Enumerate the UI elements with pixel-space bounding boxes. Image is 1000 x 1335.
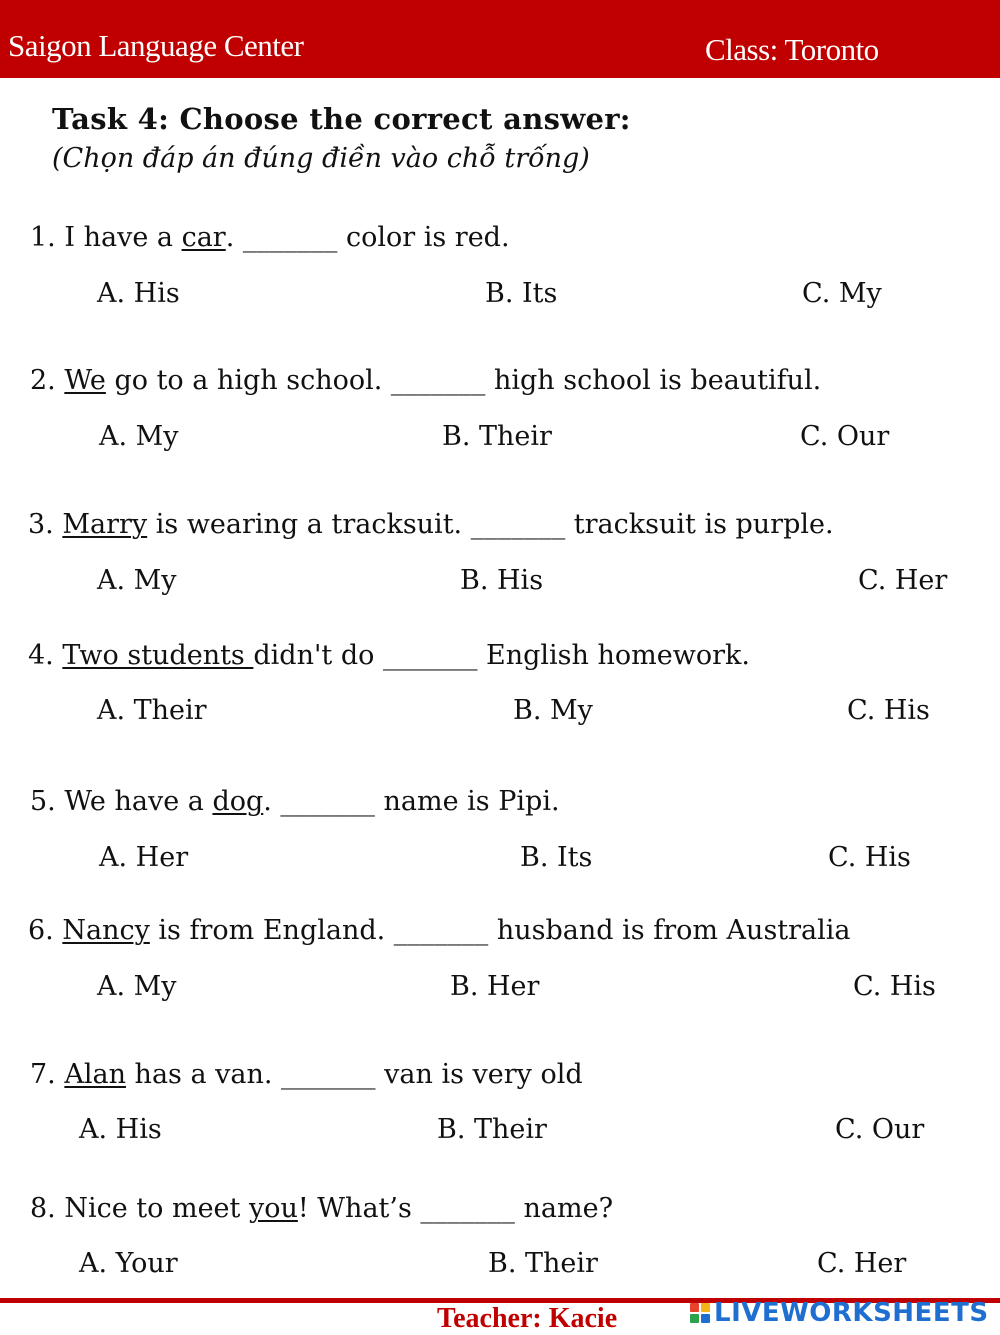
question-8: 8. Nice to meet you! What’s _______ name? bbox=[30, 1193, 614, 1224]
teacher-name: Teacher: Kacie bbox=[437, 1303, 618, 1334]
option-3a[interactable]: A. My bbox=[97, 565, 177, 596]
option-4a[interactable]: A. Their bbox=[97, 695, 207, 726]
question-6: 6. Nancy is from England. _______ husband is from Australia bbox=[28, 915, 851, 946]
task-subtitle: (Chọn đáp án đúng điền vào chỗ trống) bbox=[52, 143, 590, 174]
option-3b[interactable]: B. His bbox=[460, 565, 544, 596]
question-2: 2. We go to a high school. _______ high school is beautiful. bbox=[30, 365, 822, 396]
question-7-keyword: Alan bbox=[64, 1059, 126, 1090]
question-4-keyword: Two students bbox=[62, 640, 254, 671]
header-bar bbox=[0, 0, 1000, 78]
option-4c[interactable]: C. His bbox=[847, 695, 930, 726]
task-title: Task 4: Choose the correct answer: bbox=[52, 102, 631, 136]
option-3c[interactable]: C. Her bbox=[858, 565, 948, 596]
class-label: Class: Toronto bbox=[705, 32, 879, 67]
option-2c[interactable]: C. Our bbox=[800, 421, 890, 452]
option-8c[interactable]: C. Her bbox=[817, 1248, 907, 1279]
liveworksheets-brand: LIVEWORKSHEETS bbox=[714, 1298, 989, 1328]
option-5a[interactable]: A. Her bbox=[99, 842, 189, 873]
question-6-keyword: Nancy bbox=[62, 915, 150, 946]
question-8-keyword: you bbox=[248, 1193, 298, 1224]
option-1a[interactable]: A. His bbox=[97, 278, 180, 309]
question-5: 5. We have a dog. _______ name is Pipi. bbox=[30, 786, 560, 817]
option-7c[interactable]: C. Our bbox=[835, 1114, 925, 1145]
question-3: 3. Marry is wearing a tracksuit. _______ tracksuit is purple. bbox=[28, 509, 834, 540]
school-name: Saigon Language Center bbox=[8, 28, 304, 63]
liveworksheets-icon bbox=[690, 1303, 710, 1323]
question-4: 4. Two students didn't do _______ English homework. bbox=[28, 640, 750, 671]
question-2-keyword: We bbox=[64, 365, 106, 396]
liveworksheets-logo[interactable] bbox=[690, 1298, 989, 1328]
option-5b[interactable]: B. Its bbox=[520, 842, 593, 873]
option-4b[interactable]: B. My bbox=[513, 695, 593, 726]
question-1-keyword: car bbox=[181, 222, 226, 253]
option-2a[interactable]: A. My bbox=[99, 421, 179, 452]
question-3-keyword: Marry bbox=[62, 509, 148, 540]
option-7a[interactable]: A. His bbox=[79, 1114, 162, 1145]
option-1b[interactable]: B. Its bbox=[485, 278, 558, 309]
option-2b[interactable]: B. Their bbox=[442, 421, 552, 452]
question-7: 7. Alan has a van. _______ van is very old bbox=[30, 1059, 583, 1090]
option-5c[interactable]: C. His bbox=[828, 842, 911, 873]
option-7b[interactable]: B. Their bbox=[437, 1114, 547, 1145]
option-1c[interactable]: C. My bbox=[802, 278, 882, 309]
question-1: 1. I have a car. _______ color is red. bbox=[30, 222, 510, 253]
option-6c[interactable]: C. His bbox=[853, 971, 936, 1002]
option-6b[interactable]: B. Her bbox=[450, 971, 540, 1002]
question-5-keyword: dog bbox=[212, 786, 264, 817]
option-6a[interactable]: A. My bbox=[97, 971, 177, 1002]
option-8b[interactable]: B. Their bbox=[488, 1248, 598, 1279]
option-8a[interactable]: A. Your bbox=[79, 1248, 178, 1279]
